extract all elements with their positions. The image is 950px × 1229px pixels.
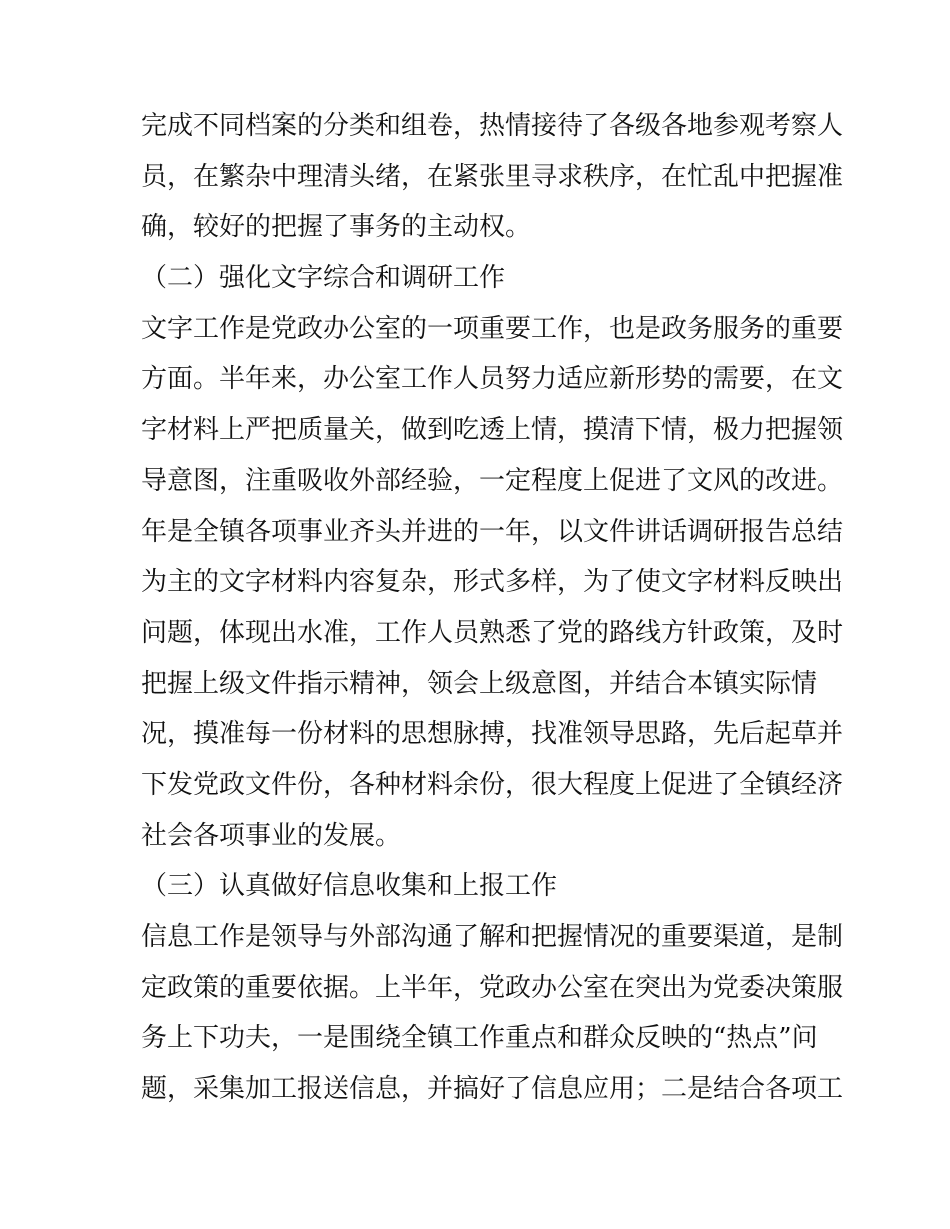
text-line: 为主的文字材料内容复杂，形式多样，为了使文字材料反映出: [141, 567, 844, 598]
text-line: （三）认真做好信息收集和上报工作: [141, 871, 558, 902]
text-line: 把握上级文件指示精神，领会上级意图，并结合本镇实际情: [141, 668, 818, 699]
text-line: 年是全镇各项事业齐头并进的一年，以文件讲话调研报告总结: [141, 516, 844, 547]
text-line: 务上下功夫，一是围绕全镇工作重点和群众反映的“热点”问: [141, 1023, 818, 1054]
body-text: [141, 101, 844, 1115]
text-line: 方面。半年来，办公室工作人员努力适应新形势的需要，在文: [141, 364, 844, 395]
text-line: 员，在繁杂中理清头绪，在紧张里寻求秩序，在忙乱中把握准: [141, 161, 844, 192]
text-line: 信息工作是领导与外部沟通了解和把握情况的重要渠道，是制: [141, 922, 844, 952]
text-line: 导意图，注重吸收外部经验，一定程度上促进了文风的改进。: [141, 465, 844, 496]
text-line: 文字工作是党政办公室的一项重要工作，也是政务服务的重要: [141, 313, 844, 344]
text-line: 下发党政文件份，各种材料余份，很大程度上促进了全镇经济: [141, 769, 844, 800]
text-line: 确，较好的把握了事务的主动权。: [141, 212, 532, 243]
text-line: 题，采集加工报送信息，并搞好了信息应用；二是结合各项工: [141, 1074, 844, 1105]
text-line: 况，摸准每一份材料的思想脉搏，找准领导思路，先后起草并: [141, 719, 844, 750]
text-line: 社会各项事业的发展。: [141, 820, 402, 851]
text-line: 字材料上严把质量关，做到吃透上情，摸清下情，极力把握领: [141, 415, 844, 446]
text-line: 问题，体现出水准，工作人员熟悉了党的路线方针政策，及时: [141, 617, 844, 648]
text-line: （二）强化文字综合和调研工作: [141, 263, 506, 294]
text-line: 定政策的重要依据。上半年，党政办公室在突出为党委决策服: [141, 972, 844, 1003]
text-line: 完成不同档案的分类和组卷，热情接待了各级各地参观考察人: [141, 111, 844, 141]
